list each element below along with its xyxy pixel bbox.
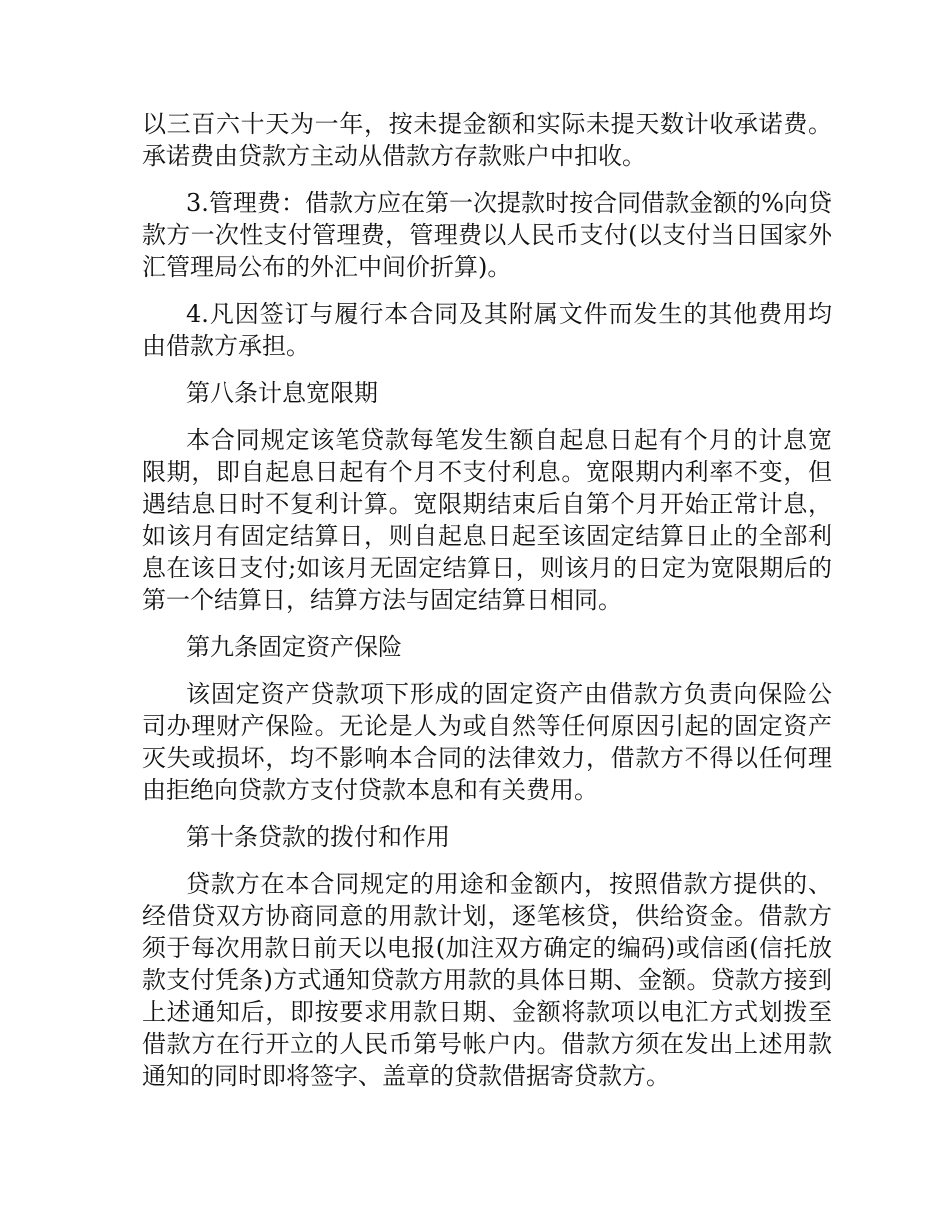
article-10-paragraph: 贷款方在本合同规定的用途和金额内，按照借款方提供的、经借贷双方协商同意的用款计划，逐笔核贷，供给资金。借款方须于每次用款日前天以电报(加注双方确定的编码)或信函(信托放款支付凭条)方式通知贷款方用款的具体日期、金额。贷款方接到上述通知后，即按要求用款日期、金额将款项以电汇方式划拨至借款方在行开立的人民币第号帐户内。借款方须在发出上述用款通知的同时即将签字、盖章的贷款借据寄贷款方。 (142, 870, 832, 1090)
article-8-heading: 第八条计息宽限期 (186, 379, 378, 407)
paragraph-management-fee: 3.管理费：借款方应在第一次提款时按合同借款金额的%向贷款方一次性支付管理费，管理费以人民币支付(以支付当日国家外汇管理局公布的外汇中间价折算)。 (142, 189, 832, 281)
article-9-heading: 第九条固定资产保险 (186, 633, 402, 661)
document-body (142, 108, 832, 1107)
article-9-paragraph: 该固定资产贷款项下形成的固定资产由借款方负责向保险公司办理财产保险。无论是人为或自然等任何原因引起的固定资产灭失或损坏，均不影响本合同的法律效力，借款方不得以任何理由拒绝向贷款方支付贷款本息和有关费用。 (142, 680, 832, 804)
article-8-paragraph: 本合同规定该笔贷款每笔发生额自起息日起有个月的计息宽限期，即自起息日起有个月不支付利息。宽限期内利率不变，但遇结息日时不复利计算。宽限期结束后自第个月开始正常计息，如该月有固定结算日，则自起息日起至该固定结算日止的全部利息在该日支付;如该月无固定结算日，则该月的日定为宽限期后的第一个结算日，结算方法与固定结算日相同。 (142, 426, 832, 614)
paragraph-commitment-fee: 以三百六十天为一年，按未提金额和实际未提天数计收承诺费。承诺费由贷款方主动从借款方存款账户中扣收。 (142, 110, 832, 170)
paragraph-other-fees: 4.凡因签订与履行本合同及其附属文件而发生的其他费用均由借款方承担。 (142, 300, 832, 360)
article-10-heading: 第十条贷款的拨付和作用 (186, 823, 450, 851)
